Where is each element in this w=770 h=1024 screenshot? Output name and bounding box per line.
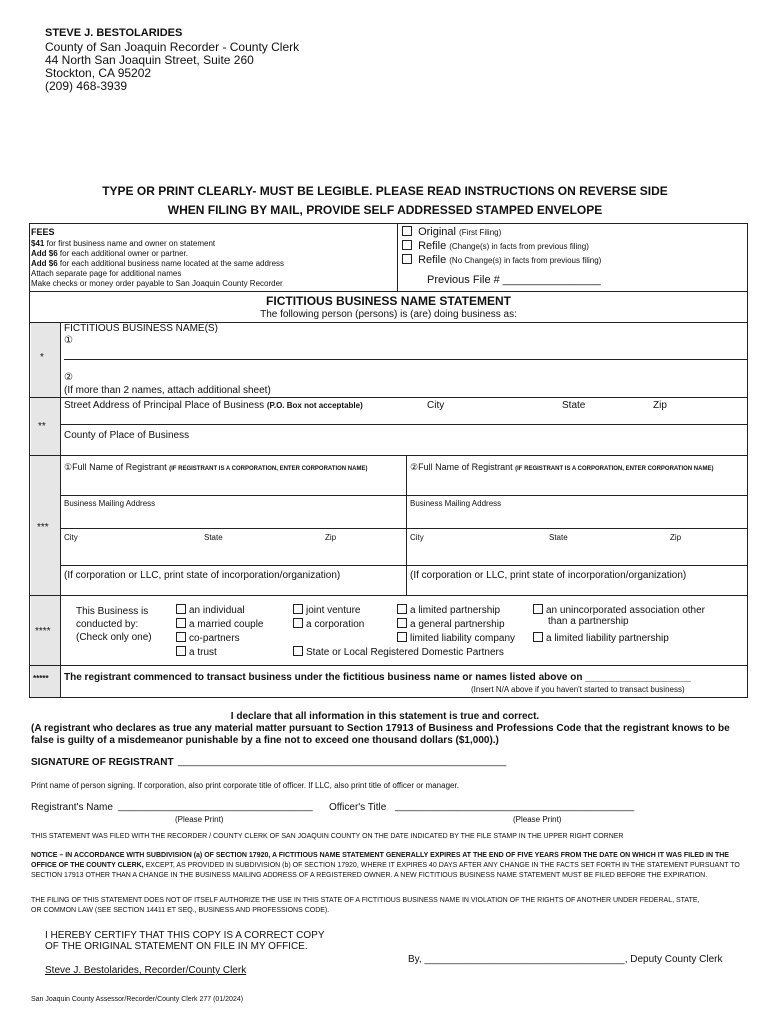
business-name-2-number: ② [64, 372, 73, 383]
please-print-title: (Please Print) [513, 815, 562, 824]
registrant-2-zip-label: Zip [670, 533, 682, 542]
option-corporation[interactable]: a corporation [293, 618, 364, 630]
registrant-1-state-label: State [204, 533, 223, 542]
recorder-city: Stockton, CA 95202 [45, 66, 152, 80]
statement-subtitle: The following person (persons) is (are) doing business as: [260, 309, 517, 320]
option-unincorporated[interactable]: an unincorporated association other [533, 604, 705, 616]
signature-line[interactable]: ___________________________________________________________ [178, 756, 507, 767]
registrant-name-line[interactable]: ___________________________________ [118, 801, 313, 812]
registrant-1-label: ①Full Name of Registrant (IF REGISTRANT IS A CORPORATION, ENTER CORPORATION NAME) [64, 462, 368, 472]
names-note: (If more than 2 names, attach additional sheet) [64, 385, 271, 396]
commenced-marker: ***** [33, 674, 49, 683]
please-print-name: (Please Print) [175, 815, 224, 824]
filing-refile-nochange[interactable]: Refile (No Change(s) in facts from previous filing) [402, 254, 601, 266]
commenced-statement[interactable]: The registrant commenced to transact business under the fictitious business name or names listed above on ___________________ [64, 672, 691, 683]
option-individual[interactable]: an individual [176, 604, 245, 616]
registrant-2-mailing-label: Business Mailing Address [410, 499, 502, 508]
original-checkbox[interactable] [402, 226, 412, 236]
option-llp[interactable]: a limited liability partnership [533, 632, 669, 644]
county-label: County of Place of Business [64, 430, 190, 441]
signature-label: SIGNATURE OF REGISTRANT [31, 757, 174, 768]
names-marker: * [40, 352, 44, 363]
registrant-1-mailing-label: Business Mailing Address [64, 499, 156, 508]
business-name-1-line[interactable] [64, 359, 748, 360]
fees-title: FEES [31, 227, 55, 237]
option-copartners[interactable]: co-partners [176, 632, 240, 644]
fees-line-2: Add $6 for each additional owner or partner. [31, 249, 188, 258]
address-marker: ** [38, 421, 46, 432]
street-address-label: Street Address of Principal Place of Business (P.O. Box not acceptable) [64, 400, 363, 411]
expiration-notice: NOTICE – IN ACCORDANCE WITH SUBDIVISION (a) OF SECTION 17920, A FICTITIOUS NAME STATEMENT GENERALLY EXPIRES AT THE END OF FIVE YEARS FROM THE DATE ON WHICH IT WAS FILED IN THE OFFICE OF THE COUNTY CLERK, EXCEPT, AS PROVIDED IN SUBDIVISION (b) OF SECTION 17920, WHERE IT EXPIRES 40 DAYS AFTER ANY CHANGE IN THE FACTS SET FORTH IN THE STATEMENT PURSUANT TO SECTION 17913 OTHER THAN A CHANGE IN THE BUSINESS MAILING ADDRESS OF A REGISTERED OWNER. A NEW FICTITIOUS BUSINESS NAME STATEMENT MUST BE FILED BEFORE THE EXPIRATION. [31, 852, 740, 879]
registrant-2-state-label: State [549, 533, 568, 542]
filed-notice: THIS STATEMENT WAS FILED WITH THE RECORDER / COUNTY CLERK OF SAN JOAQUIN COUNTY ON THE DATE INDICATED BY THE FILE STAMP IN THE UPPER RIGHT CORNER [31, 833, 624, 840]
recorder-office: County of San Joaquin Recorder - County Clerk [45, 40, 300, 54]
registrant-1-city-label: City [64, 533, 78, 542]
officer-title-line[interactable]: ___________________________________________ [395, 801, 635, 812]
registrant-2-label: ②Full Name of Registrant (IF REGISTRANT IS A CORPORATION, ENTER CORPORATION NAME) [410, 462, 714, 472]
business-name-1-number: ① [64, 335, 73, 346]
registrants-marker: *** [37, 522, 49, 533]
conducted-label-2: conducted by: [76, 619, 139, 630]
declaration-line-1: I declare that all information in this statement is true and correct. [230, 711, 540, 722]
business-names-label: FICTITIOUS BUSINESS NAME(S) [64, 323, 218, 334]
fees-line-4: Attach separate page for additional names [31, 269, 182, 278]
fees-line-3: Add $6 for each additional business name located at the same address [31, 259, 285, 268]
recorder-name: STEVE J. BESTOLARIDES [45, 27, 183, 39]
filing-refile-change[interactable]: Refile (Change(s) in facts from previous filing) [402, 240, 589, 252]
recorder-street: 44 North San Joaquin Street, Suite 260 [45, 53, 254, 67]
commenced-note: (Insert N/A above if you haven't started to transact business) [471, 685, 685, 694]
registrant-1-zip-label: Zip [325, 533, 337, 542]
option-general-partnership[interactable]: a general partnership [397, 618, 505, 630]
registrant-2-city-label: City [410, 533, 424, 542]
instructions-line-1: TYPE OR PRINT CLEARLY- MUST BE LEGIBLE. PLEASE READ INSTRUCTIONS ON REVERSE SIDE [102, 184, 668, 198]
deputy-clerk-line[interactable]: By, ____________________________________, Deputy County Clerk [408, 954, 723, 965]
authority-notice: THE FILING OF THIS STATEMENT DOES NOT OF ITSELF AUTHORIZE THE USE IN THIS STATE OF A FICTITIOUS BUSINESS NAME IN VIOLATION OF THE RIGHTS OF ANOTHER UNDER FEDERAL, STATE, OR COMMON LAW (SEE SECTION 14411 ET SEQ., BUSINESS AND PROFESSIONS CODE). [31, 897, 700, 914]
declaration-line-2: (A registrant who declares as true any material matter pursuant to Section 17913 of Business and Professions Code that the registrant knows to be false is guilty of a misdemeanor punishable by a fine not to exceed one thousand dollars ($1,000).) [31, 723, 730, 746]
address-city-label: City [427, 400, 445, 411]
option-married-couple[interactable]: a married couple [176, 618, 263, 630]
option-llc[interactable]: limited liability company [397, 632, 515, 644]
filing-original[interactable]: Original (First Filing) [402, 226, 501, 238]
officer-title-label: Officer's Title [329, 802, 387, 813]
registrant-2-corp-label: (If corporation or LLC, print state of incorporation/organization) [410, 570, 687, 581]
option-limited-partnership[interactable]: a limited partnership [397, 604, 500, 616]
previous-file-field[interactable]: Previous File # ________________ [427, 274, 601, 286]
conducted-label-3: (Check only one) [76, 632, 152, 643]
clerk-name: Steve J. Bestolarides, Recorder/County Clerk [45, 965, 247, 976]
option-unincorporated-cont: than a partnership [548, 616, 629, 627]
recorder-phone: (209) 468-3939 [45, 79, 128, 93]
print-name-note: Print name of person signing. If corporation, also print corporate title of officer. If LLC, also print title of officer or manager. [31, 781, 459, 790]
refile-change-checkbox[interactable] [402, 240, 412, 250]
instructions-line-2: WHEN FILING BY MAIL, PROVIDE SELF ADDRESSED STAMPED ENVELOPE [167, 203, 603, 217]
conducted-marker: **** [35, 626, 51, 637]
option-trust[interactable]: a trust [176, 646, 217, 658]
form-footer: San Joaquin County Assessor/Recorder/County Clerk 277 (01/2024) [31, 996, 244, 1003]
address-state-label: State [562, 400, 586, 411]
fees-line-5: Make checks or money order payable to San Joaquin County Recorder [31, 279, 283, 288]
certify-line-2: OF THE ORIGINAL STATEMENT ON FILE IN MY OFFICE. [45, 941, 308, 952]
registrant-name-label: Registrant's Name [31, 802, 113, 813]
address-zip-label: Zip [653, 400, 667, 411]
certify-line-1: I HEREBY CERTIFY THAT THIS COPY IS A CORRECT COPY [45, 930, 325, 941]
registrant-1-corp-label: (If corporation or LLC, print state of incorporation/organization) [64, 570, 341, 581]
refile-nochange-checkbox[interactable] [402, 254, 412, 264]
conducted-label-1: This Business is [76, 606, 149, 617]
option-domestic-partners[interactable]: State or Local Registered Domestic Partners [293, 646, 504, 658]
fees-line-1: $41 for first business name and owner on statement [31, 239, 216, 248]
option-joint-venture[interactable]: joint venture [293, 604, 360, 616]
statement-title: FICTITIOUS BUSINESS NAME STATEMENT [266, 294, 511, 308]
